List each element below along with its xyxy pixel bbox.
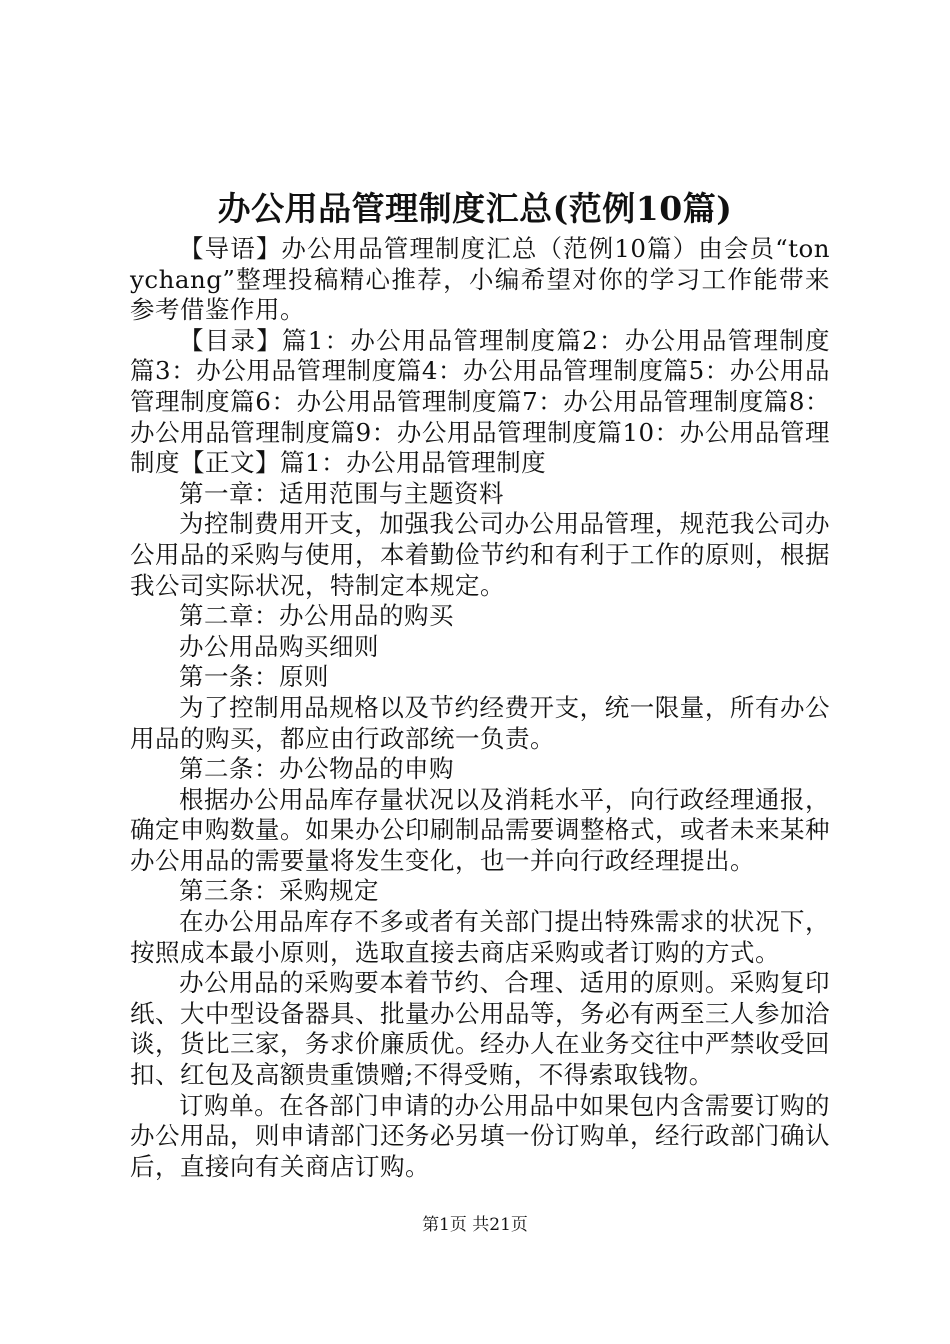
paragraph-toc: 【目录】篇1：办公用品管理制度篇2：办公用品管理制度篇3：办公用品管理制度篇4：办公用品管理制度篇5：办公用品管理制度篇6：办公用品管理制度篇7：办公用品管理制度篇8：办公用品管理制度篇9：办公用品管理制度篇10：办公用品管理制度【正文】篇1：办公用品管理制度 [130,325,830,478]
paragraph: 办公用品的采购要本着节约、合理、适用的原则。采购复印纸、大中型设备器具、批量办公用品等，务必有两至三人参加洽谈，货比三家，务求价廉质优。经办人在业务交往中严禁收受回扣、红包及高额贵重馈赠;不得受贿，不得索取钱物。 [130,968,830,1090]
paragraph: 为控制费用开支，加强我公司办公用品管理，规范我公司办公用品的采购与使用，本着勤俭节约和有利于工作的原则，根据我公司实际状况，特制定本规定。 [130,509,830,600]
chapter-heading: 第二章：办公用品的购买 [179,601,454,631]
document-title: 办公用品管理制度汇总(范例10篇) [217,189,733,228]
document-body [130,234,830,1182]
paragraph: 订购单。在各部门申请的办公用品中如果包内含需要订购的办公用品，则申请部门还务必另填一份订购单，经行政部门确认后，直接向有关商店订购。 [130,1090,830,1181]
article-heading: 第二条：办公物品的申购 [179,754,454,784]
paragraph-intro: 【导语】办公用品管理制度汇总（范例10篇）由会员“tonychang”整理投稿精心推荐，小编希望对你的学习工作能带来参考借鉴作用。 [130,234,830,325]
section-heading: 办公用品购买细则 [179,631,379,661]
article-heading: 第三条：采购规定 [179,876,379,906]
chapter-heading: 第一章：适用范围与主题资料 [179,478,504,508]
page-footer: 第1页 共21页 [422,1215,528,1235]
paragraph: 在办公用品库存不多或者有关部门提出特殊需求的状况下，按照成本最小原则，选取直接去商店采购或者订购的方式。 [130,907,830,967]
article-heading: 第一条：原则 [179,662,329,692]
paragraph: 为了控制用品规格以及节约经费开支，统一限量，所有办公用品的购买，都应由行政部统一负责。 [130,692,830,753]
paragraph: 根据办公用品库存量状况以及消耗水平，向行政经理通报，确定申购数量。如果办公印刷制品需要调整格式，或者未来某种办公用品的需要量将发生变化，也一并向行政经理提出。 [130,784,830,875]
